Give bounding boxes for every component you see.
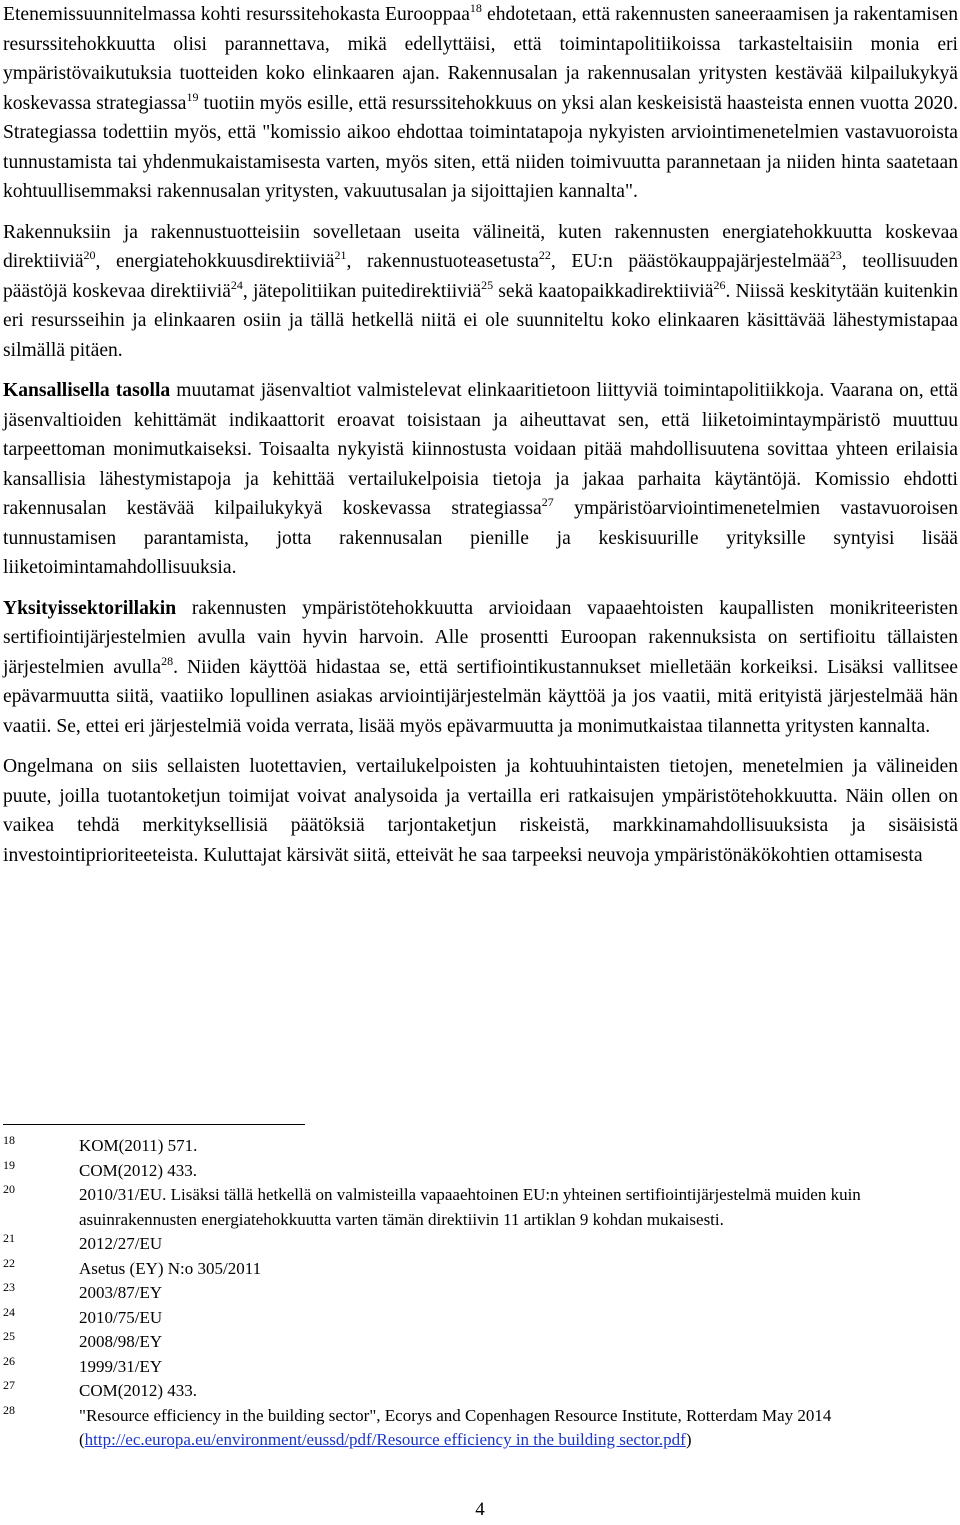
body-paragraph: [3, 218, 958, 366]
footnote-reference: 25: [481, 277, 494, 292]
footnote-number: 18: [3, 1133, 15, 1147]
footnote-reference: 23: [829, 248, 842, 262]
footnote-reference: 20: [83, 248, 96, 262]
footnote-reference: 19: [186, 89, 199, 104]
text-run: 2010/31/EU. Lisäksi tällä hetkellä on valmisteilla vapaaehtoinen EU:n yhteinen sertifiointijärjestelmä muiden kuin asuinrakennusten energiatehokkuutta varten tämän direktiivin 11 artiklan 9 kohdan mukaisesti.: [79, 1185, 861, 1229]
footnote-number: 27: [3, 1378, 15, 1392]
text-run: "Resource efficiency in the building sector", Ecorys and Copenhagen Resource Institute, Rotterdam May 2014 (: [79, 1405, 832, 1449]
footnote-reference: 22: [538, 248, 551, 262]
text-run: COM(2012) 433.: [79, 1381, 198, 1400]
text-run: KOM(2011) 571.: [79, 1136, 198, 1155]
footnote: [3, 1159, 958, 1184]
text-run: Ongelmana on siis sellaisten luotettavien, vertailukelpoisten ja kohtuuhintaisten tietojen, menetelmien ja välineiden puute, joilla tuotantoketjun toimijat voivat analysoida ja vertailla eri ratkaisujen ympäristötehokkuutta. Näin ollen on vaikea tehdä merkityksellisiä päätöksiä tarjontaketjun riskeistä, markkinamahdollisuuksista ja sisäisistä investointiprioriteeteista. Kuluttajat kärsivät siitä, etteivät he saa tarpeeksi neuvoja ympäristönäkökohtien ottamisesta: [3, 756, 958, 866]
body-text: [3, 0, 958, 870]
text-run: , EU:n päästökauppajärjestelmää: [550, 251, 830, 272]
text-run: ehdotetaan, että rakennusten saneeraamisen ja rakentamisen resurssitehokkuutta olisi parannettava, mikä edellyttäisi, että toimintapolitiikoissa tarkasteltaisiin monia eri ympäristövaikutuksia tuotteiden koko elinkaaren ajan. Rakennusalan ja rakennusalan yritysten kestävää kilpailukykyä koskevassa strategiassa: [3, 4, 958, 114]
text-run: Asetus (EY) N:o 305/2011: [79, 1258, 262, 1278]
footnote-number: 23: [3, 1280, 15, 1294]
footnote-reference: 24: [230, 277, 243, 292]
text-run: . Niissä keskitytään kuitenkin eri resursseihin ja elinkaaren osiin ja tällä hetkellä niitä ei ole suunniteltu koko elinkaaren käsittävää lähestymistapaa silmällä pitäen.: [3, 280, 958, 361]
text-run: tuotiin myös esille, että resurssitehokkuus on yksi alan keskeisistä haasteista ennen vuotta 2020. Strategiassa todettiin myös, että "komissio aikoo ehdottaa toimintatapoja nykyisten arviointimenetelmien vastavuoroista tunnustamista tai yhdenmukaistamisesta varten, myös siten, että niiden toimivuutta parannetaan ja niiden hinta saatetaan kohtuullisemmaksi rakennusalan yritysten, vakuutusalan ja sijoittajien kannalta".: [3, 92, 958, 202]
footnote-number: 25: [3, 1329, 15, 1343]
footnote: [3, 1134, 958, 1159]
text-run: , rakennustuoteasetusta: [346, 251, 539, 272]
footnote: [3, 1355, 958, 1380]
document-page: [3, 0, 958, 881]
footnote: [3, 1232, 958, 1257]
footnote-number: 28: [3, 1402, 15, 1417]
body-paragraph: [3, 376, 958, 583]
text-run: muutamat jäsenvaltiot valmistelevat elinkaaritietoon liittyviä toimintapolitiikkoja. Vaarana on, että jäsenvaltioiden kehittämät indikaattorit eroavat toisistaan ja aiheuttavat sen, että liiketoimintaympäristö muuttuu tarpeettoman monimutkaiseksi. Toisaalta nykyistä kiinnostusta voidaan pitää mahdollisuutena sovittaa yhteen erilaisia kansallisia lähestymistapoja ja kehittää vertailukelpoisia tietoja ja jakaa parhaita käytäntöjä. Komissio ehdotti rakennusalan kestävää kilpailukykyä koskevassa strategiassa: [3, 380, 958, 519]
text-run: , jätepolitiikan puitedirektiiviä: [242, 280, 482, 302]
footnote-reference: 27: [541, 495, 554, 509]
body-paragraph: [3, 594, 958, 742]
footnote-number: 26: [3, 1353, 15, 1368]
footnote: [3, 1306, 958, 1331]
text-run: , energiatehokkuusdirektiiviä: [95, 251, 335, 272]
bold-lead-phrase: Kansallisella tasolla: [3, 380, 171, 401]
text-run: 2003/87/EY: [79, 1283, 163, 1302]
text-run: rakennusten ympäristötehokkuutta arvioidaan vapaaehtoisten kaupallisten monikriteeristen sertifiointijärjestelmien avulla vain hyvin harvoin. Alle prosentti Euroopan rakennuksista on sertifioitu tällaisten järjestelmien avulla: [3, 597, 958, 678]
footnote-separator: [3, 1124, 305, 1125]
text-run: 1999/31/EY: [79, 1356, 163, 1376]
bold-lead-phrase: Yksityissektorillakin: [3, 597, 177, 619]
footnote-number: 20: [3, 1182, 15, 1196]
text-run: 2010/75/EU: [79, 1307, 163, 1327]
text-run: Etenemissuunnitelmassa kohti resurssitehokasta Eurooppaa: [3, 4, 470, 25]
footnote: [3, 1183, 958, 1232]
footnote-number: 24: [3, 1304, 15, 1319]
body-paragraph: [3, 752, 958, 870]
footnote-reference: 26: [713, 277, 726, 292]
footnote: [3, 1404, 958, 1453]
body-paragraph: [3, 0, 958, 207]
footnote: [3, 1281, 958, 1306]
text-run: ympäristöarviointimenetelmien vastavuoroisen tunnustamisen parantamista, jotta rakennusalan pienille ja keskisuurille yrityksille syntyisi lisää liiketoimintamahdollisuuksia.: [3, 498, 958, 578]
text-run: , teollisuuden päästöjä koskevaa direktiiviä: [3, 251, 959, 302]
footnote-reference: 18: [469, 1, 482, 15]
footnote-reference: 28: [161, 653, 174, 668]
text-run: sekä kaatopaikkadirektiiviä: [493, 280, 714, 302]
page-number: 4: [475, 1499, 485, 1520]
text-run: . Niiden käyttöä hidastaa se, että sertifiointikustannukset mielletään korkeiksi. Lisäksi vallitsee epävarmuutta siitä, vaatiiko lopullinen asiakas arviointijärjestelmän käyttöä ja jos vaatii, mitä erityistä järjestelmää hän vaatii. Se, ettei eri järjestelmiä voida verrata, lisää myös epävarmuutta ja monimutkaistaa tilannetta yritysten kannalta.: [3, 656, 958, 737]
footnotes: [3, 1134, 958, 1453]
text-run: 2012/27/EU: [79, 1234, 163, 1253]
text-run: Rakennuksiin ja rakennustuotteisiin sovelletaan useita välineitä, kuten rakennusten energiatehokkuutta koskevaa direktiiviä: [3, 221, 958, 272]
footnote-number: 21: [3, 1231, 15, 1245]
footnote: [3, 1257, 958, 1282]
text-run: ): [685, 1430, 692, 1449]
footnote-reference: 21: [334, 248, 347, 262]
footnote-number: 19: [3, 1157, 15, 1172]
footnote: [3, 1330, 958, 1355]
footnote-link[interactable]: http://ec.europa.eu/environment/eussd/pdf/Resource efficiency in the building sector.pdf: [84, 1430, 686, 1449]
text-run: COM(2012) 433.: [79, 1160, 198, 1180]
footnote-number: 22: [3, 1255, 15, 1270]
text-run: 2008/98/EY: [79, 1332, 163, 1351]
footnote: [3, 1379, 958, 1404]
